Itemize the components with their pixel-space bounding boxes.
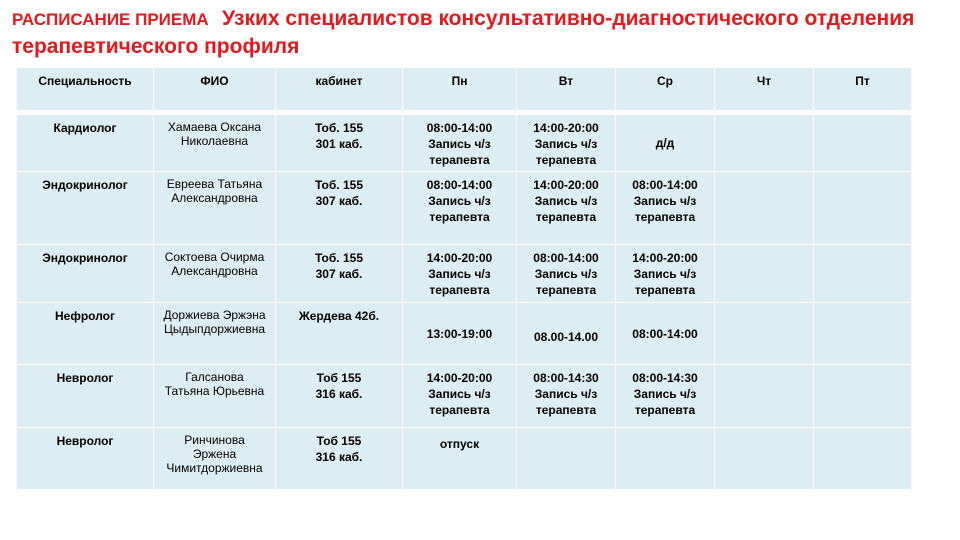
wed-cell: 08:00-14:00 Запись ч/з терапевта bbox=[616, 172, 715, 245]
table-row bbox=[17, 303, 912, 365]
wed-cell bbox=[616, 428, 715, 490]
fri-cell bbox=[814, 245, 912, 303]
specialty-cell: Невролог bbox=[17, 428, 154, 490]
fio-cell: Соктоева Очирма Александровна bbox=[154, 245, 276, 303]
tue-cell bbox=[517, 428, 616, 490]
thu-cell bbox=[715, 245, 814, 303]
thu-cell bbox=[715, 428, 814, 490]
tue-cell: 08.00-14.00 bbox=[517, 303, 616, 365]
cabinet-cell: Тоб 155 316 каб. bbox=[276, 365, 403, 428]
fri-cell bbox=[814, 172, 912, 245]
header-specialty: Специальность bbox=[17, 68, 154, 111]
table-row bbox=[17, 365, 912, 428]
cabinet-cell: Тоб. 155 301 каб. bbox=[276, 115, 403, 172]
specialty-cell: Кардиолог bbox=[17, 115, 154, 172]
fri-cell bbox=[814, 365, 912, 428]
mon-cell: 14:00-20:00 Запись ч/з терапевта bbox=[403, 365, 517, 428]
wed-cell: 08:00-14:30 Запись ч/з терапевта bbox=[616, 365, 715, 428]
fri-cell bbox=[814, 428, 912, 490]
fri-cell bbox=[814, 115, 912, 172]
fio-cell: Галсанова Татьяна Юрьевна bbox=[154, 365, 276, 428]
fio-cell: Доржиева Эржэна Цыдыпдоржиевна bbox=[154, 303, 276, 365]
specialty-cell: Эндокринолог bbox=[17, 172, 154, 245]
thu-cell bbox=[715, 303, 814, 365]
fri-cell bbox=[814, 303, 912, 365]
wed-cell: д/д bbox=[616, 115, 715, 172]
specialty-cell: Нефролог bbox=[17, 303, 154, 365]
tue-cell: 08:00-14:30 Запись ч/з терапевта bbox=[517, 365, 616, 428]
title-lead: РАСПИСАНИЕ ПРИЕМА bbox=[12, 10, 209, 29]
cabinet-cell: Тоб 155 316 каб. bbox=[276, 428, 403, 490]
tue-cell: 14:00-20:00 Запись ч/з терапевта bbox=[517, 172, 616, 245]
table-row bbox=[17, 115, 912, 172]
header-wed: Ср bbox=[616, 68, 715, 111]
mon-cell: 08:00-14:00 Запись ч/з терапевта bbox=[403, 115, 517, 172]
schedule-table bbox=[16, 114, 912, 490]
cabinet-cell: Тоб. 155 307 каб. bbox=[276, 172, 403, 245]
mon-cell: 13:00-19:00 bbox=[403, 303, 517, 365]
table-row bbox=[17, 172, 912, 245]
thu-cell bbox=[715, 365, 814, 428]
specialty-cell: Невролог bbox=[17, 365, 154, 428]
thu-cell bbox=[715, 115, 814, 172]
header-cabinet: кабинет bbox=[276, 68, 403, 111]
tue-cell: 14:00-20:00 Запись ч/з терапевта bbox=[517, 115, 616, 172]
thu-cell bbox=[715, 172, 814, 245]
fio-cell: Ринчинова Эржена Чимитдоржиевна bbox=[154, 428, 276, 490]
mon-cell: отпуск bbox=[403, 428, 517, 490]
header-thu: Чт bbox=[715, 68, 814, 111]
mon-cell: 08:00-14:00 Запись ч/з терапевта bbox=[403, 172, 517, 245]
header-mon: Пн bbox=[403, 68, 517, 111]
fio-cell: Евреева Татьяна Александровна bbox=[154, 172, 276, 245]
wed-cell: 14:00-20:00 Запись ч/з терапевта bbox=[616, 245, 715, 303]
header-fio: ФИО bbox=[154, 68, 276, 111]
tue-cell: 08:00-14:00 Запись ч/з терапевта bbox=[517, 245, 616, 303]
wed-cell: 08:00-14:00 bbox=[616, 303, 715, 365]
cabinet-cell: Тоб. 155 307 каб. bbox=[276, 245, 403, 303]
header-fri: Пт bbox=[814, 68, 912, 111]
specialty-cell: Эндокринолог bbox=[17, 245, 154, 303]
title-main: Узких специалистов консультативно-диагностического отделения терапевтического профиля bbox=[12, 7, 915, 58]
table-row bbox=[17, 245, 912, 303]
header-tue: Вт bbox=[517, 68, 616, 111]
fio-cell: Хамаева Оксана Николаевна bbox=[154, 115, 276, 172]
page-title bbox=[12, 6, 952, 62]
table-row bbox=[17, 428, 912, 490]
schedule-header bbox=[16, 67, 912, 111]
mon-cell: 14:00-20:00 Запись ч/з терапевта bbox=[403, 245, 517, 303]
cabinet-cell: Жердева 42б. bbox=[276, 303, 403, 365]
